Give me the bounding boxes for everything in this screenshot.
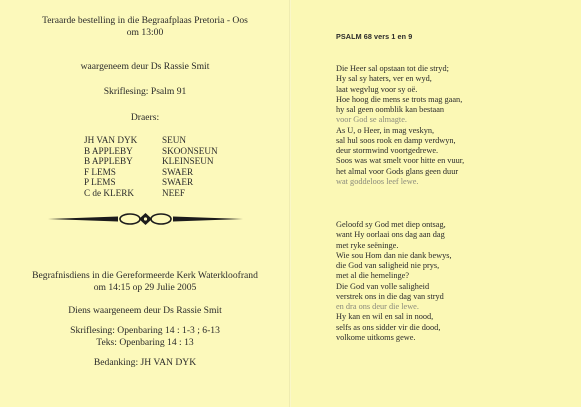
verse-line: Hoe hoog die mens se trots mag gaan,	[336, 94, 463, 104]
bearer-row	[84, 167, 264, 178]
verse-line: het almal voor Gods glans geen duur	[336, 166, 459, 176]
bearer-row	[84, 135, 264, 146]
bearer-name: C de KLERK	[84, 187, 135, 198]
burial-line-1: Teraarde bestelling in die Begraafplaas Pretoria - Oos	[42, 15, 248, 26]
verse-line: Soos was wat smelt voor hitte en vuur,	[336, 156, 465, 166]
burial-scripture: Skriflesing: Psalm 91	[103, 86, 187, 97]
bearer-row	[84, 146, 264, 157]
service-line-1: Begrafnisdiens in die Gereformeerde Kerk Waterkloofrand	[32, 270, 258, 281]
burial-line-2: om 13:00	[126, 27, 164, 38]
burial-officiant: waargeneem deur Ds Rassie Smit	[80, 61, 210, 72]
verse-line: wat goddeloos leef lewe.	[336, 176, 419, 186]
service-announcement	[0, 270, 290, 294]
bearer-relation: NEEF	[162, 187, 185, 198]
left-page	[0, 0, 290, 407]
bearer-name: JH VAN DYK	[84, 135, 138, 145]
ornamental-divider-icon	[48, 212, 243, 226]
psalm-stanza-1	[336, 64, 576, 187]
verse-line: want Hy oorlaai ons dag aan dag	[336, 230, 445, 240]
verse-line: Die Heer sal opstaan tot die stryd;	[336, 64, 449, 73]
psalm-heading: PSALM 68 vers 1 en 9	[336, 32, 413, 41]
verse-line: sal hul soos rook en damp verdwyn,	[336, 135, 456, 145]
verse-line: laat wegvlug voor sy oë.	[336, 84, 418, 94]
service-text: Teks: Openbaring 14 : 13	[96, 337, 194, 348]
verse-line: Wie sou Hom dan nie dank bewys,	[336, 250, 452, 260]
psalm-stanza-2	[336, 220, 576, 343]
bearer-name: B APPLEBY	[84, 145, 133, 156]
verse-line: As U, o Heer, in mag veskyn,	[336, 125, 435, 135]
verse-line: met al die hemelinge?	[336, 271, 410, 281]
verse-line: Hy sal sy haters, ver en wyd,	[336, 74, 432, 84]
right-page	[291, 0, 581, 407]
verse-line: met ryke seëninge.	[336, 240, 399, 250]
service-line-2: om 14:15 op 29 Julie 2005	[93, 282, 197, 293]
service-reading: Skriflesing: Openbaring 14 : 1-3 ; 6-13	[70, 325, 220, 336]
verse-line: die God van saligheid nie prys,	[336, 261, 440, 270]
bearer-row	[84, 156, 264, 167]
bearer-relation: SKOONSEUN	[162, 145, 218, 156]
verse-line: Hy kan en wil en sal in nood,	[336, 312, 434, 322]
verse-line: deur stormwind voortgedrewe.	[336, 146, 439, 155]
bearer-name: F LEMS	[84, 166, 116, 177]
bearer-relation: KLEINSEUN	[162, 156, 214, 167]
verse-line: Geloofd sy God met diep ontsag,	[336, 220, 446, 229]
verse-line: hy sal geen oomblik kan bestaan	[336, 105, 445, 114]
bearer-row	[84, 188, 264, 199]
verse-line: volkome uitkoms gewe.	[336, 332, 416, 342]
bearer-row	[84, 177, 264, 188]
bearer-relation: SEUN	[162, 135, 186, 145]
bearer-relation: SWAER	[162, 166, 194, 177]
thanks-line: Bedanking: JH VAN DYK	[93, 357, 197, 368]
verse-line: selfs as ons sidder vir die dood,	[336, 322, 441, 332]
service-scripture	[0, 325, 290, 349]
service-officiant: Diens waargeneem deur Ds Rassie Smit	[68, 305, 222, 316]
bearer-name: P LEMS	[84, 177, 116, 188]
bearer-relation: SWAER	[162, 177, 194, 188]
verse-line: en dra ons deur die lewe.	[336, 302, 419, 311]
verse-line: voor God se almagte.	[336, 115, 407, 125]
bearer-name: B APPLEBY	[84, 156, 133, 167]
verse-line: verstrek ons in die dag van stryd	[336, 291, 444, 301]
bearers-title: Draers:	[130, 112, 160, 123]
bearers-list	[84, 135, 264, 199]
burial-announcement	[0, 15, 290, 39]
verse-line: Die God van volle saligheid	[336, 281, 430, 291]
